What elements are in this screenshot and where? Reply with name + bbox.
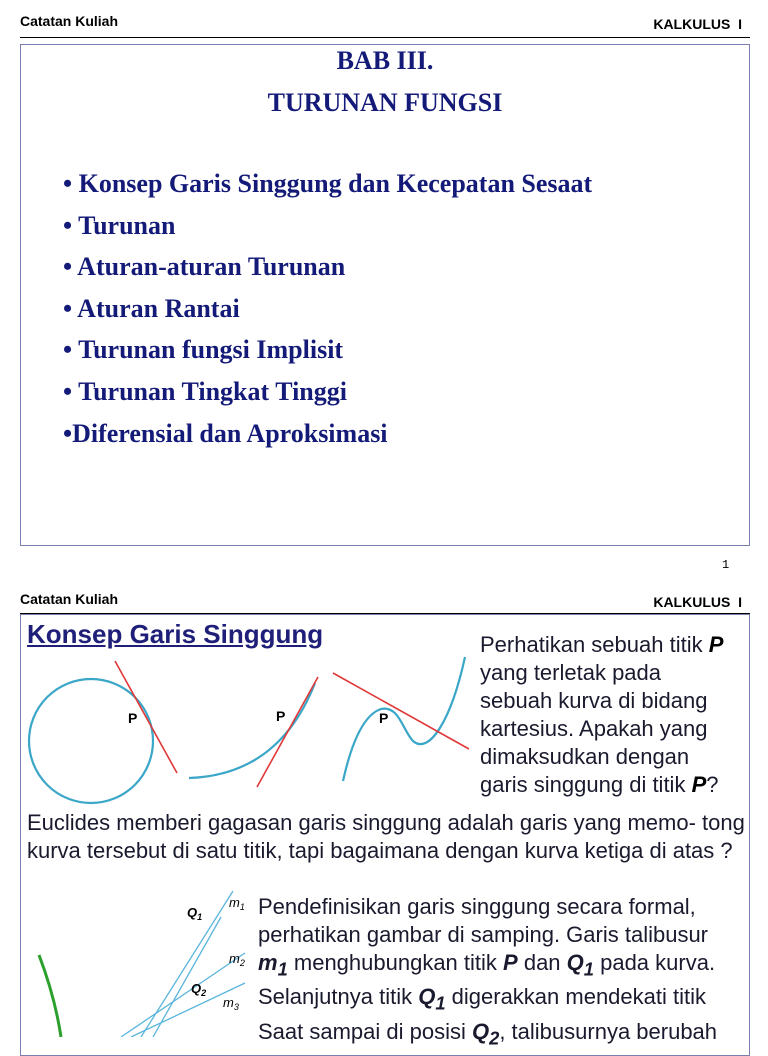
topic-item: • Turunan fungsi Implisit bbox=[63, 335, 344, 365]
formal-definition: Pendefinisikan garis singgung secara formal, perhatikan gambar di samping. Garis talibusur $m_1$ menghubungkan titik P dan $Q_1$ pada kurva. Selanjutnya titik $Q_1$ digerakkan mendekati titik Saat sampai di posisi $Q_2$, talibusurnya berubah bbox=[258, 894, 718, 1049]
slide-2 bbox=[20, 614, 750, 1056]
label-m1: $m_1$ bbox=[229, 895, 245, 912]
topic-item: • Aturan Rantai bbox=[63, 293, 240, 323]
chapter-title: TURUNAN FUNGSI bbox=[267, 88, 503, 117]
topic-list bbox=[63, 163, 592, 454]
green-curve bbox=[39, 955, 61, 1037]
slide-1 bbox=[20, 44, 750, 546]
topic-item: • Turunan Tingkat Tinggi bbox=[63, 376, 347, 406]
topic-item: • Konsep Garis Singgung dan Kecepatan Sesaat bbox=[63, 169, 593, 198]
page2-header-left: Catatan Kuliah bbox=[20, 591, 119, 607]
topic-item: • Turunan bbox=[63, 210, 176, 240]
intro-text: Perhatikan sebuah titik P yang terletak pada sebuah kurva di bidang kartesius. Apakah yang dimaksudkan dengan garis singgung di titik P? bbox=[480, 632, 724, 797]
point-label-3: P bbox=[379, 710, 389, 726]
concave-curve bbox=[189, 683, 315, 778]
page1-header-left: Catatan Kuliah bbox=[20, 13, 119, 29]
page2-header-right: KALKULUS I bbox=[653, 594, 742, 610]
label-m2: $m_2$ bbox=[229, 951, 245, 968]
topic-item: •Diferensial dan Aproksimasi bbox=[63, 418, 388, 448]
euclid-paragraph: Euclides memberi gagasan garis singgung adalah garis yang memo- tong kurva tersebut di satu titik, tapi bagaimana dengan kurva ketiga di atas ? bbox=[27, 810, 745, 863]
secant-line-extra bbox=[153, 917, 221, 1037]
point-label-2: P bbox=[276, 708, 286, 724]
label-q2: $Q_2$ bbox=[191, 981, 207, 998]
secant-diagram bbox=[21, 887, 257, 1037]
point-label-1: P bbox=[128, 710, 138, 726]
page1-header-rule bbox=[20, 37, 750, 38]
page1-header-right: KALKULUS I bbox=[653, 16, 742, 32]
page-number: 1 bbox=[722, 558, 730, 572]
tangent-diagrams bbox=[21, 645, 471, 815]
wave-curve bbox=[343, 657, 465, 781]
tangent-line-1 bbox=[115, 661, 177, 773]
section-heading: Konsep Garis Singgung bbox=[27, 619, 324, 649]
topic-item: • Aturan-aturan Turunan bbox=[63, 252, 346, 282]
chapter-number: BAB III. bbox=[336, 46, 434, 75]
label-m3: $m_3$ bbox=[223, 995, 239, 1012]
tangent-line-2 bbox=[257, 677, 318, 787]
label-q1: $Q_1$ bbox=[187, 905, 203, 922]
